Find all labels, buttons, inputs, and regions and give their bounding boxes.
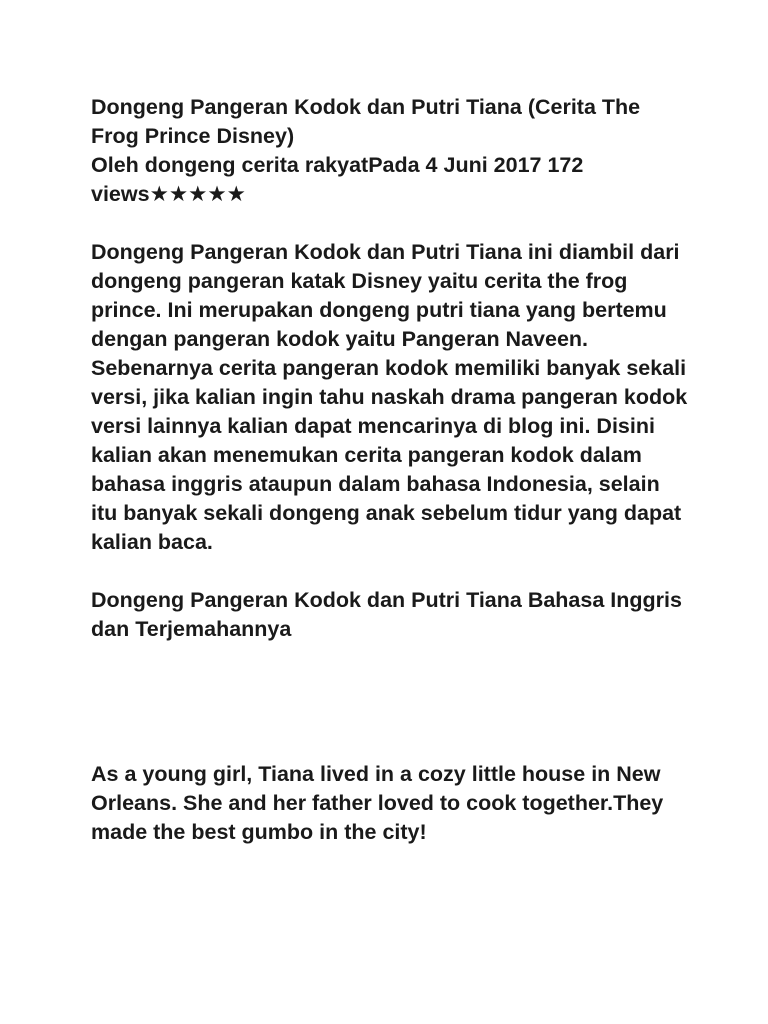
spacer <box>91 209 691 238</box>
section-subheading: Dongeng Pangeran Kodok dan Putri Tiana Bahasa Inggris dan Terjemahannya <box>91 588 682 641</box>
intro-paragraph: Dongeng Pangeran Kodok dan Putri Tiana ini diambil dari dongeng pangeran katak Disney yaitu cerita the frog prince. Ini merupakan dongeng putri tiana yang bertemu dengan pangeran kodok yaitu Pangeran Naveen. Sebenarnya cerita pangeran kodok memiliki banyak sekali versi, jika kalian ingin tahu naskah drama pangeran kodok versi lainnya kalian dapat mencarinya di blog ini. Disini kalian akan menemukan cerita pangeran kodok dalam bahasa inggris ataupun dalam bahasa Indonesia, selain itu banyak sekali dongeng anak sebelum tidur yang dapat kalian baca. <box>91 240 688 554</box>
meta-text: Oleh dongeng cerita rakyatPada 4 Juni 2017 172 views <box>91 153 584 206</box>
document-meta <box>91 151 691 209</box>
spacer <box>91 557 691 586</box>
rating-stars: ★★★★★ <box>149 182 246 206</box>
story-paragraph: As a young girl, Tiana lived in a cozy little house in New Orleans. She and her father loved to cook together.They made the best gumbo in the city! <box>91 762 664 844</box>
document-title: Dongeng Pangeran Kodok dan Putri Tiana (Cerita The Frog Prince Disney) <box>91 95 641 148</box>
spacer <box>91 644 691 760</box>
document-page <box>91 93 691 847</box>
document-header <box>91 93 691 209</box>
